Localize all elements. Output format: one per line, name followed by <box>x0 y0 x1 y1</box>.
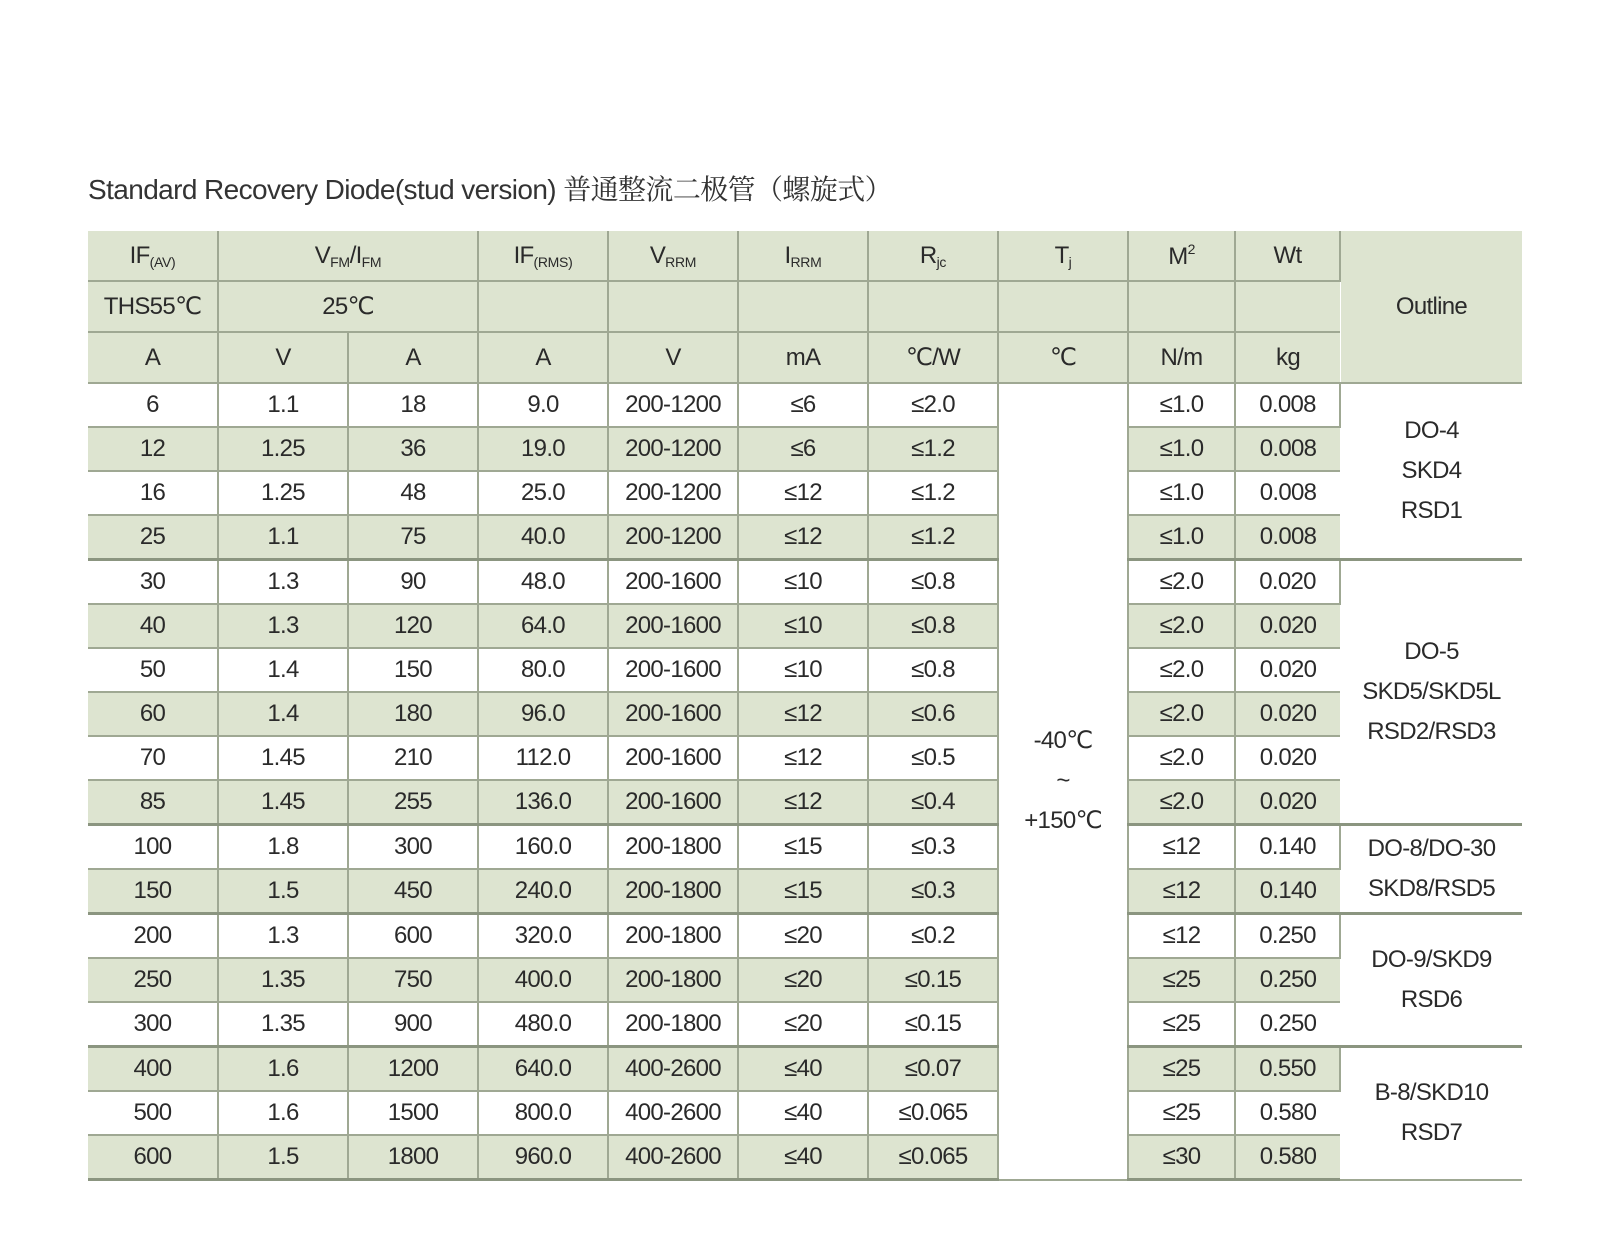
cell-tj-range <box>998 383 1128 1180</box>
header-irrm: $I_{RRM}$ <box>738 231 868 281</box>
outline-line: SKD8/RSD5 <box>1367 875 1496 902</box>
cell-ifrms: 9.0 <box>478 383 608 427</box>
cell-vfm: 1.3 <box>218 604 348 648</box>
cell-ifm: 120 <box>348 604 478 648</box>
cell-ifav: 100 <box>88 825 218 870</box>
cell-wt: 0.580 <box>1235 1135 1340 1180</box>
cell-rjc: ≤0.3 <box>868 825 998 870</box>
cell-rjc: ≤0.2 <box>868 914 998 959</box>
cell-irrm: ≤20 <box>738 914 868 959</box>
unit-cell: kg <box>1235 332 1340 383</box>
cell-m2: ≤2.0 <box>1128 736 1235 780</box>
cell-vrrm: 200-1800 <box>608 869 738 914</box>
table-row <box>88 825 1522 870</box>
table-row <box>88 914 1522 959</box>
tj-range-low: -40℃ <box>1033 727 1093 755</box>
unit-cell: V <box>218 332 348 383</box>
cell-wt: 0.140 <box>1235 825 1340 870</box>
cell-vfm: 1.6 <box>218 1091 348 1135</box>
header-row-conditions <box>88 281 1522 332</box>
cell-ifm: 36 <box>348 427 478 471</box>
outline-line: DO-8/DO-30 <box>1367 835 1496 862</box>
header-row-units <box>88 332 1522 383</box>
cell-ifav: 50 <box>88 648 218 692</box>
outline-line: RSD6 <box>1400 986 1463 1013</box>
cell-irrm: ≤12 <box>738 736 868 780</box>
cell-ifrms: 960.0 <box>478 1135 608 1180</box>
cell-ifm: 180 <box>348 692 478 736</box>
unit-cell: mA <box>738 332 868 383</box>
unit-cell: V <box>608 332 738 383</box>
cell-wt: 0.550 <box>1235 1047 1340 1092</box>
cell-ifrms: 40.0 <box>478 515 608 560</box>
cond-vfm: 25℃ <box>218 281 478 332</box>
cell-outline-package <box>1340 560 1522 825</box>
outline-line: SKD4 <box>1401 457 1462 484</box>
table-row <box>88 692 1522 736</box>
cell-ifav: 40 <box>88 604 218 648</box>
cell-irrm: ≤40 <box>738 1047 868 1092</box>
table-row <box>88 648 1522 692</box>
cond-empty <box>868 281 998 332</box>
table-row <box>88 604 1522 648</box>
header-rjc: $R_{jc}$ <box>868 231 998 281</box>
table-row <box>88 471 1522 515</box>
outline-line: RSD1 <box>1400 497 1463 524</box>
cond-empty <box>738 281 868 332</box>
cell-ifav: 500 <box>88 1091 218 1135</box>
table-row <box>88 515 1522 560</box>
cell-m2: ≤1.0 <box>1128 383 1235 427</box>
cell-wt: 0.020 <box>1235 604 1340 648</box>
header-ifav: $IF_{(AV)}$ <box>88 231 218 281</box>
cell-wt: 0.140 <box>1235 869 1340 914</box>
header-row-params <box>88 231 1522 281</box>
cell-vrrm: 200-1600 <box>608 604 738 648</box>
cond-empty <box>1128 281 1235 332</box>
cell-m2: ≤2.0 <box>1128 560 1235 605</box>
cell-rjc: ≤0.5 <box>868 736 998 780</box>
cell-irrm: ≤15 <box>738 825 868 870</box>
header-wt: Wt <box>1235 231 1340 281</box>
cell-m2: ≤1.0 <box>1128 515 1235 560</box>
cell-rjc: ≤0.8 <box>868 560 998 605</box>
cell-ifav: 600 <box>88 1135 218 1180</box>
cell-rjc: ≤1.2 <box>868 427 998 471</box>
cell-wt: 0.250 <box>1235 914 1340 959</box>
cell-irrm: ≤40 <box>738 1135 868 1180</box>
cell-vrrm: 200-1200 <box>608 515 738 560</box>
header-vfm-ifm: $V_{FM}/I_{FM}$ <box>218 231 478 281</box>
table-row <box>88 1091 1522 1135</box>
cond-empty <box>478 281 608 332</box>
cell-ifav: 70 <box>88 736 218 780</box>
table-row <box>88 560 1522 605</box>
cell-ifm: 90 <box>348 560 478 605</box>
table-row <box>88 736 1522 780</box>
outline-line: RSD7 <box>1400 1119 1463 1147</box>
cond-empty <box>1235 281 1340 332</box>
cell-outline-package <box>1340 914 1522 1047</box>
cell-ifrms: 64.0 <box>478 604 608 648</box>
table-row <box>88 1047 1522 1092</box>
cell-m2: ≤12 <box>1128 825 1235 870</box>
table-row <box>88 958 1522 1002</box>
outline-line: DO-5 <box>1404 638 1459 665</box>
cell-ifrms: 48.0 <box>478 560 608 605</box>
table-row <box>88 1002 1522 1047</box>
cell-irrm: ≤12 <box>738 780 868 825</box>
cell-vrrm: 400-2600 <box>608 1135 738 1180</box>
cell-ifrms: 800.0 <box>478 1091 608 1135</box>
unit-cell: ℃ <box>998 332 1128 383</box>
cell-ifm: 1500 <box>348 1091 478 1135</box>
outline-line: SKD5/SKD5L <box>1362 678 1501 705</box>
table-title: Standard Recovery Diode(stud version) 普通整流二极管（螺旋式） <box>88 174 893 205</box>
unit-cell: A <box>348 332 478 383</box>
cell-ifav: 12 <box>88 427 218 471</box>
cell-wt: 0.008 <box>1235 471 1340 515</box>
cell-vfm: 1.4 <box>218 692 348 736</box>
cell-wt: 0.020 <box>1235 780 1340 825</box>
cell-vrrm: 200-1800 <box>608 825 738 870</box>
cell-vfm: 1.3 <box>218 914 348 959</box>
table-row <box>88 780 1522 825</box>
cell-wt: 0.008 <box>1235 515 1340 560</box>
cell-ifm: 150 <box>348 648 478 692</box>
cell-vrrm: 200-1600 <box>608 648 738 692</box>
cell-vrrm: 200-1600 <box>608 560 738 605</box>
cell-rjc: ≤1.2 <box>868 515 998 560</box>
cell-ifm: 450 <box>348 869 478 914</box>
cell-rjc: ≤1.2 <box>868 471 998 515</box>
cell-wt: 0.020 <box>1235 648 1340 692</box>
cell-ifav: 200 <box>88 914 218 959</box>
cell-vfm: 1.5 <box>218 1135 348 1180</box>
cell-ifav: 250 <box>88 958 218 1002</box>
cell-vfm: 1.8 <box>218 825 348 870</box>
cell-vfm: 1.25 <box>218 471 348 515</box>
cell-wt: 0.250 <box>1235 1002 1340 1047</box>
cell-ifrms: 19.0 <box>478 427 608 471</box>
cell-ifm: 300 <box>348 825 478 870</box>
cell-m2: ≤25 <box>1128 1091 1235 1135</box>
table-row <box>88 427 1522 471</box>
cell-irrm: ≤10 <box>738 560 868 605</box>
cell-vfm: 1.1 <box>218 383 348 427</box>
outline-line: B-8/SKD10 <box>1374 1079 1489 1107</box>
cell-ifav: 30 <box>88 560 218 605</box>
cell-ifrms: 640.0 <box>478 1047 608 1092</box>
cell-irrm: ≤10 <box>738 604 868 648</box>
cell-ifm: 1800 <box>348 1135 478 1180</box>
cell-rjc: ≤0.15 <box>868 958 998 1002</box>
cell-vfm: 1.5 <box>218 869 348 914</box>
cell-ifrms: 320.0 <box>478 914 608 959</box>
cell-vrrm: 200-1800 <box>608 958 738 1002</box>
outline-line: DO-4 <box>1404 417 1459 444</box>
cell-irrm: ≤20 <box>738 1002 868 1047</box>
cell-vrrm: 200-1600 <box>608 692 738 736</box>
cell-rjc: ≤0.3 <box>868 869 998 914</box>
cell-irrm: ≤12 <box>738 515 868 560</box>
cell-ifrms: 25.0 <box>478 471 608 515</box>
cell-ifrms: 80.0 <box>478 648 608 692</box>
unit-cell: A <box>478 332 608 383</box>
unit-cell: ℃/W <box>868 332 998 383</box>
cell-ifav: 150 <box>88 869 218 914</box>
cell-ifm: 1200 <box>348 1047 478 1092</box>
cell-rjc: ≤2.0 <box>868 383 998 427</box>
cell-ifrms: 480.0 <box>478 1002 608 1047</box>
cond-empty <box>608 281 738 332</box>
cell-vrrm: 200-1200 <box>608 471 738 515</box>
cell-vrrm: 200-1200 <box>608 383 738 427</box>
table-row <box>88 1135 1522 1180</box>
cell-irrm: ≤12 <box>738 692 868 736</box>
cell-irrm: ≤6 <box>738 427 868 471</box>
outline-line: RSD2/RSD3 <box>1367 718 1496 745</box>
cell-irrm: ≤40 <box>738 1091 868 1135</box>
cell-wt: 0.020 <box>1235 560 1340 605</box>
cell-wt: 0.008 <box>1235 383 1340 427</box>
cell-ifm: 18 <box>348 383 478 427</box>
cell-m2: ≤2.0 <box>1128 604 1235 648</box>
cell-vrrm: 200-1800 <box>608 914 738 959</box>
cell-vrrm: 400-2600 <box>608 1091 738 1135</box>
cell-m2: ≤25 <box>1128 958 1235 1002</box>
cell-m2: ≤2.0 <box>1128 692 1235 736</box>
cell-m2: ≤12 <box>1128 914 1235 959</box>
cell-ifav: 400 <box>88 1047 218 1092</box>
cell-ifrms: 160.0 <box>478 825 608 870</box>
cell-vrrm: 200-1600 <box>608 736 738 780</box>
cell-vfm: 1.1 <box>218 515 348 560</box>
cell-ifav: 85 <box>88 780 218 825</box>
cell-ifm: 600 <box>348 914 478 959</box>
cell-ifav: 25 <box>88 515 218 560</box>
cell-ifav: 60 <box>88 692 218 736</box>
cell-rjc: ≤0.07 <box>868 1047 998 1092</box>
cell-ifrms: 136.0 <box>478 780 608 825</box>
header-m2: $M^2$ <box>1128 231 1235 281</box>
cell-vrrm: 400-2600 <box>608 1047 738 1092</box>
cell-vrrm: 200-1600 <box>608 780 738 825</box>
cell-m2: ≤12 <box>1128 869 1235 914</box>
cell-ifm: 900 <box>348 1002 478 1047</box>
cell-ifrms: 400.0 <box>478 958 608 1002</box>
cell-ifav: 6 <box>88 383 218 427</box>
cell-ifm: 48 <box>348 471 478 515</box>
diode-spec-table <box>88 231 1522 1181</box>
tj-range-high: +150℃ <box>1024 807 1102 835</box>
header-tj: $T_j$ <box>998 231 1128 281</box>
unit-cell: N/m <box>1128 332 1235 383</box>
cell-vfm: 1.45 <box>218 780 348 825</box>
cell-m2: ≤25 <box>1128 1002 1235 1047</box>
cell-vfm: 1.35 <box>218 1002 348 1047</box>
table-row <box>88 869 1522 914</box>
outline-line: DO-9/SKD9 <box>1371 946 1492 973</box>
tj-range-tilde: ~ <box>1056 767 1070 795</box>
cond-ifav: THS55℃ <box>88 281 218 332</box>
cell-wt: 0.008 <box>1235 427 1340 471</box>
cell-vfm: 1.3 <box>218 560 348 605</box>
header-outline: Outline <box>1340 231 1522 383</box>
cell-rjc: ≤0.065 <box>868 1091 998 1135</box>
cell-wt: 0.580 <box>1235 1091 1340 1135</box>
cell-outline-package <box>1340 825 1522 914</box>
cell-wt: 0.250 <box>1235 958 1340 1002</box>
cell-m2: ≤1.0 <box>1128 427 1235 471</box>
cell-irrm: ≤12 <box>738 471 868 515</box>
cell-rjc: ≤0.6 <box>868 692 998 736</box>
cell-m2: ≤2.0 <box>1128 780 1235 825</box>
cell-rjc: ≤0.8 <box>868 648 998 692</box>
cell-ifm: 75 <box>348 515 478 560</box>
cell-rjc: ≤0.15 <box>868 1002 998 1047</box>
cell-m2: ≤2.0 <box>1128 648 1235 692</box>
cell-outline-package <box>1340 383 1522 560</box>
cell-vrrm: 200-1800 <box>608 1002 738 1047</box>
cell-m2: ≤1.0 <box>1128 471 1235 515</box>
cell-vfm: 1.45 <box>218 736 348 780</box>
cell-ifm: 750 <box>348 958 478 1002</box>
cell-ifm: 255 <box>348 780 478 825</box>
cell-m2: ≤30 <box>1128 1135 1235 1180</box>
cell-vfm: 1.6 <box>218 1047 348 1092</box>
cell-ifrms: 112.0 <box>478 736 608 780</box>
cell-m2: ≤25 <box>1128 1047 1235 1092</box>
cell-vfm: 1.35 <box>218 958 348 1002</box>
cell-outline-package <box>1340 1047 1522 1180</box>
cell-rjc: ≤0.4 <box>868 780 998 825</box>
cell-ifav: 16 <box>88 471 218 515</box>
cell-irrm: ≤15 <box>738 869 868 914</box>
cell-vrrm: 200-1200 <box>608 427 738 471</box>
cell-vfm: 1.4 <box>218 648 348 692</box>
cell-wt: 0.020 <box>1235 736 1340 780</box>
cell-wt: 0.020 <box>1235 692 1340 736</box>
cell-irrm: ≤6 <box>738 383 868 427</box>
cell-rjc: ≤0.065 <box>868 1135 998 1180</box>
cell-ifav: 300 <box>88 1002 218 1047</box>
header-ifrms: $IF_{(RMS)}$ <box>478 231 608 281</box>
cell-ifrms: 96.0 <box>478 692 608 736</box>
cell-vfm: 1.25 <box>218 427 348 471</box>
cell-irrm: ≤20 <box>738 958 868 1002</box>
cell-ifm: 210 <box>348 736 478 780</box>
header-vrrm: $V_{RRM}$ <box>608 231 738 281</box>
table-row <box>88 383 1522 427</box>
unit-cell: A <box>88 332 218 383</box>
cell-rjc: ≤0.8 <box>868 604 998 648</box>
cell-irrm: ≤10 <box>738 648 868 692</box>
cell-ifrms: 240.0 <box>478 869 608 914</box>
cond-empty <box>998 281 1128 332</box>
